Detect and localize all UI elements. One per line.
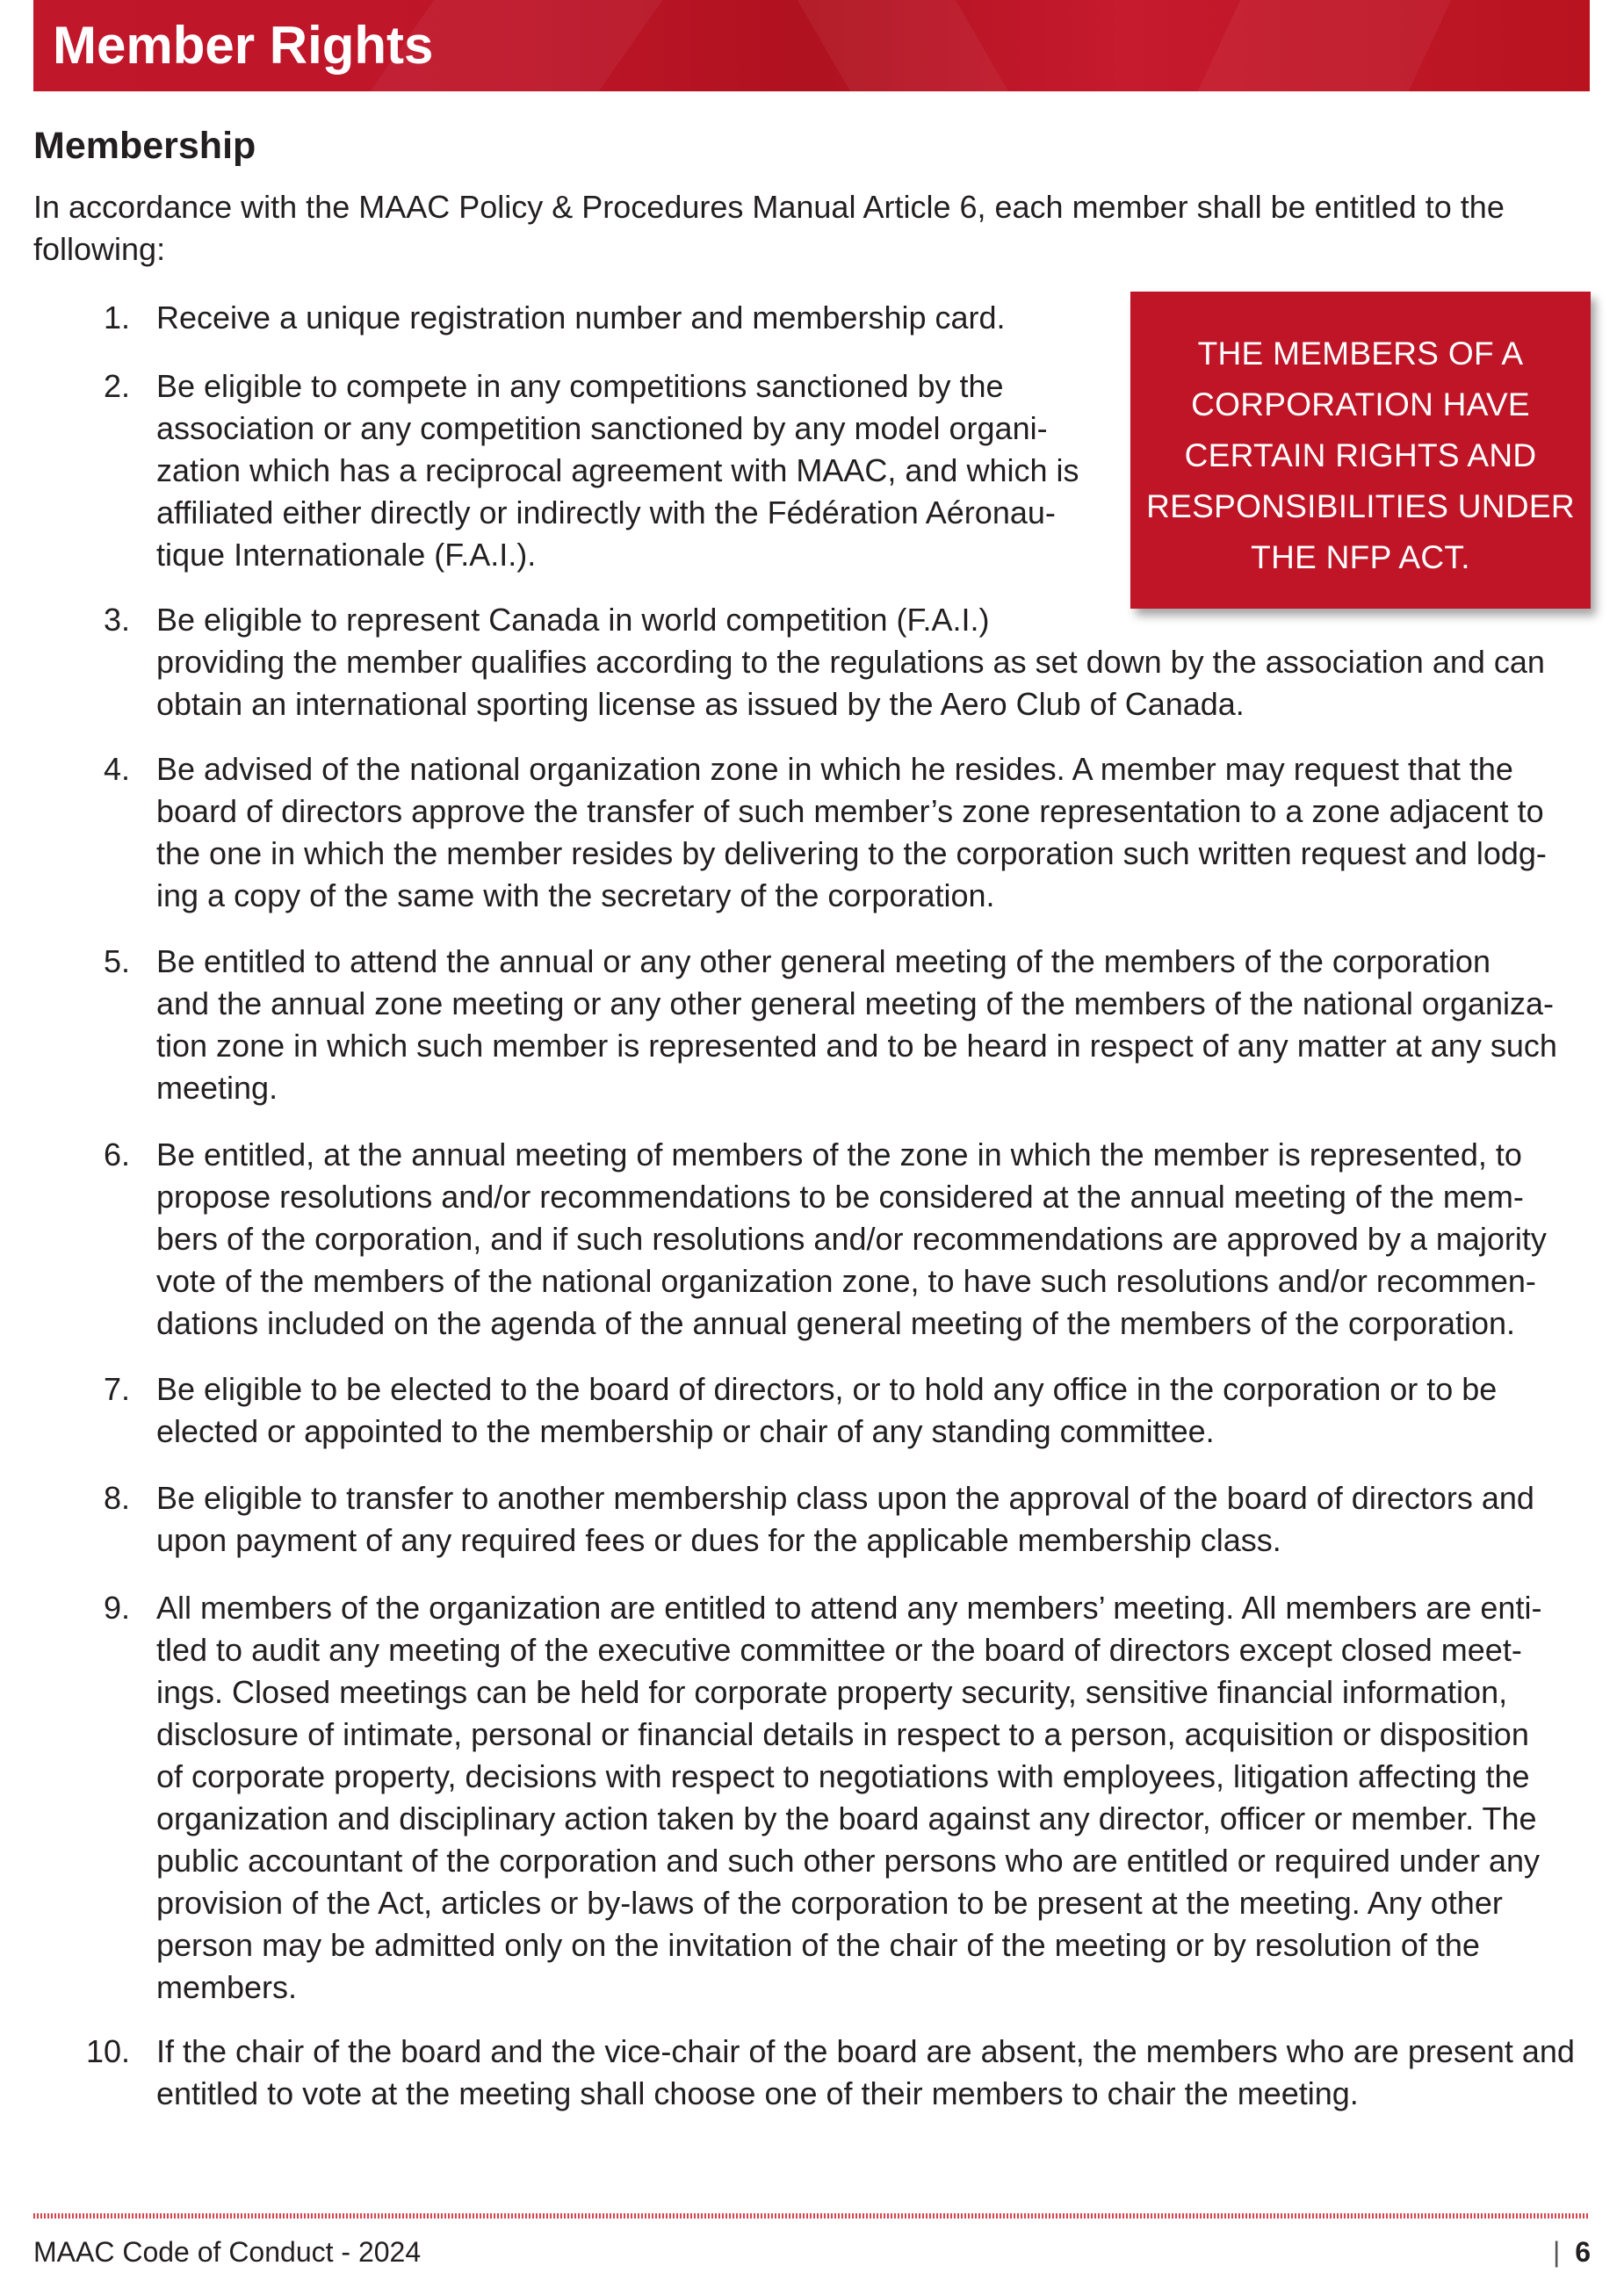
list-item-text: All members of the organization are entitled to attend any members’ meeting. All members are enti- tled to audit any meeting of the executive committee or the board of directors except closed meet- ings. Closed meetings can be held for corporate property security, sensitive financial information, disclosure of intimate, personal or financial details in respect to a person, acquisition or disposition of corporate property, decisions with respect to negotiations with employees, litigation affecting the organization and disciplinary action taken by the board against any director, officer or member. The public accountant of the corporation and such other persons who are entitled or required under any provision of the Act, articles or by-laws of the corporation to be present at the meeting. Any other person may be admitted only on the invitation of the chair of the meeting or by resolution of the members.: [156, 1590, 1542, 2005]
footer-document-title: MAAC Code of Conduct - 2024: [33, 2236, 422, 2268]
callout-box: [1130, 292, 1591, 609]
list-item-text: Be eligible to be elected to the board of directors, or to hold any office in the corporation or to be elected or appointed to the membership or chair of any standing committee.: [156, 1371, 1498, 1449]
list-item-number: 2.: [103, 368, 130, 404]
list-item-number: 1.: [103, 299, 130, 336]
page-banner: [33, 0, 1590, 91]
list-item-text: Be entitled to attend the annual or any other general meeting of the members of the corporation and the annual zone meeting or any other general meeting of the members of the national organiza- tion zone in which such member is represented and to be heard in respect of any matter at any such meeting.: [156, 943, 1557, 1106]
callout-line: THE NFP ACT.: [1251, 539, 1470, 575]
list-item-text: Be eligible to transfer to another membership class upon the approval of the board of directors and upon payment of any required fees or dues for the applicable membership class.: [156, 1480, 1534, 1558]
list-item-number: 4.: [103, 751, 130, 787]
callout-line: THE MEMBERS OF A: [1197, 336, 1524, 372]
list-item-text: Be advised of the national organization zone in which he resides. A member may request that the board of directors approve the transfer of such member’s zone representation to a zone adjacent to the one in which the member resides by delivering to the corporation such written request and lodg- ing a copy of the same with the secretary of the corporation.: [156, 751, 1547, 913]
callout-text: [1130, 328, 1591, 583]
callout-line: CERTAIN RIGHTS AND: [1184, 437, 1537, 473]
list-item-text: If the chair of the board and the vice-chair of the board are absent, the members who are present and entitled to vote at the meeting shall choose one of their members to chair the meeting.: [156, 2033, 1575, 2111]
list-item-number: 9.: [103, 1590, 130, 1626]
footer-separator: |: [1553, 2236, 1561, 2268]
footer-page-indicator: [1553, 2234, 1591, 2269]
list-item-number: 5.: [103, 943, 130, 979]
footer-divider: [33, 2213, 1590, 2219]
page-number: 6: [1575, 2236, 1591, 2268]
list-item-text: Be eligible to represent Canada in world competition (F.A.I.) providing the member qualifies according to the regulations as set down by the association and can obtain an international sporting license as issued by the Aero Club of Canada.: [156, 602, 1545, 722]
list-item-number: 6.: [103, 1136, 130, 1173]
list-item-text: Be entitled, at the annual meeting of members of the zone in which the member is represented, to propose resolutions and/or recommendations to be considered at the annual meeting of the mem- bers of the corporation, and if such resolutions and/or recommendations are approved by a majority vote of the members of the national organization zone, to have such resolutions and/or recommen- dations included on the agenda of the annual general meeting of the members of the corporation.: [156, 1136, 1547, 1341]
list-item-text: Be eligible to compete in any competitions sanctioned by the association or any competition sanctioned by any model organi- zation which has a reciprocal agreement with MAAC, and which is affiliated either directly or indirectly with the Fédération Aéronau- tique Internationale (F.A.I.).: [156, 368, 1079, 573]
callout-line: CORPORATION HAVE: [1191, 386, 1530, 422]
list-item-number: 7.: [103, 1371, 130, 1407]
page-title: Member Rights: [53, 16, 434, 75]
list-item-number: 10.: [85, 2033, 130, 2069]
section-heading: Membership: [33, 125, 256, 167]
list-item-number: 8.: [103, 1480, 130, 1516]
list-item-number: 3.: [103, 602, 130, 638]
list-item-text: Receive a unique registration number and membership card.: [156, 299, 1006, 336]
intro-paragraph: In accordance with the MAAC Policy & Procedures Manual Article 6, each member shall be entitled to the following:: [33, 189, 1505, 267]
callout-line: RESPONSIBILITIES UNDER: [1146, 488, 1575, 524]
